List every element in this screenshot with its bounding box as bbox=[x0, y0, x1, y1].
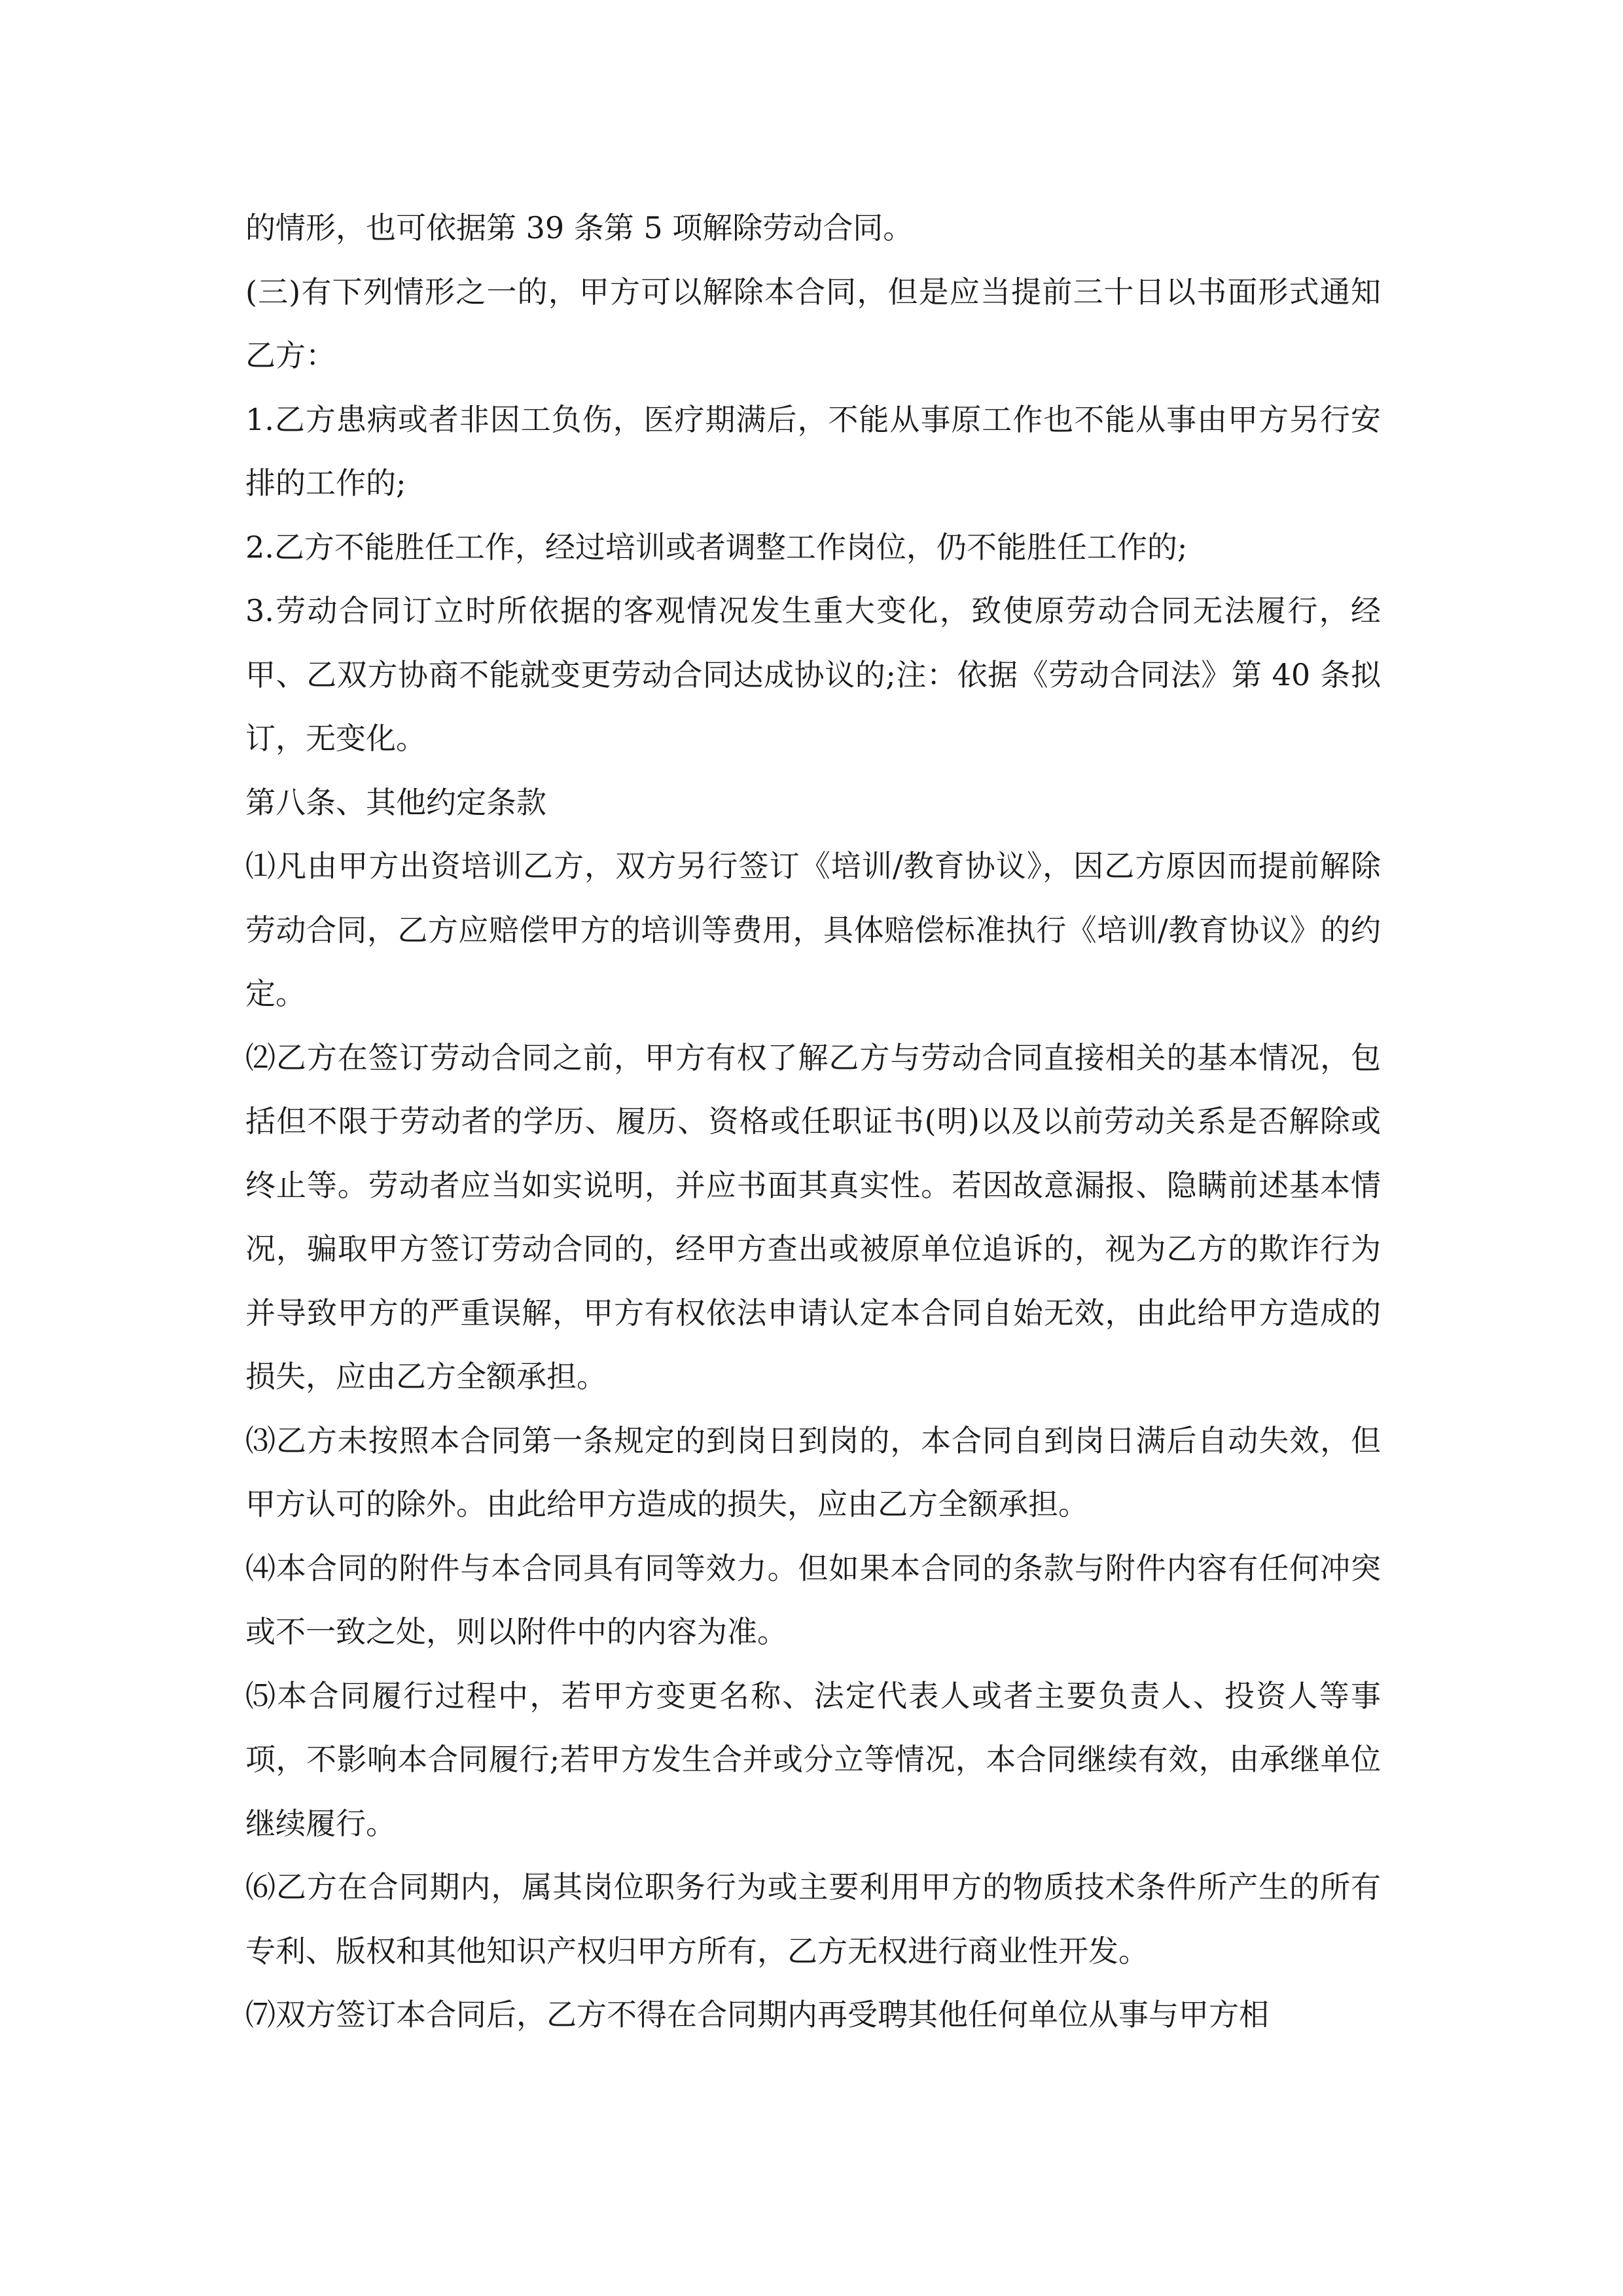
paragraph-term-4: ⑷本合同的附件与本合同具有同等效力。但如果本合同的条款与附件内容有任何冲突或不一致之处，则以附件中的内容为准。 bbox=[245, 1550, 1381, 1649]
paragraph-term-2: ⑵乙方在签订劳动合同之前，甲方有权了解乙方与劳动合同直接相关的基本情况，包括但不限于劳动者的学历、履历、资格或任职证书(明)以及以前劳动关系是否解除或终止等。劳动者应当如实说明，并应书面其真实性。若因故意漏报、隐瞒前述基本情况，骗取甲方签订劳动合同的，经甲方查出或被原单位追诉的，视为乙方的欺诈行为并导致甲方的严重误解，甲方有权依法申请认定本合同自始无效，由此给甲方造成的损失，应由乙方全额承担。 bbox=[245, 1039, 1381, 1394]
paragraph-item-3: 3.劳动合同订立时所依据的客观情况发生重大变化，致使原劳动合同无法履行，经甲、乙双方协商不能就变更劳动合同达成协议的;注：依据《劳动合同法》第 40 条拟订，无变化。 bbox=[245, 593, 1381, 756]
paragraph-continuation: 的情形，也可依据第 39 条第 5 项解除劳动合同。 bbox=[245, 210, 914, 245]
paragraph-item-1: 1.乙方患病或者非因工负伤，医疗期满后，不能从事原工作也不能从事由甲方另行安排的工作的; bbox=[245, 401, 1381, 501]
paragraph-clause-3: (三)有下列情形之一的，甲方可以解除本合同，但是应当提前三十日以书面形式通知乙方： bbox=[245, 274, 1381, 373]
paragraph-item-2: 2.乙方不能胜任工作，经过培训或者调整工作岗位，仍不能胜任工作的; bbox=[245, 529, 1188, 565]
document-body bbox=[245, 196, 1381, 2047]
paragraph-term-6: ⑹乙方在合同期内，属其岗位职务行为或主要利用甲方的物质技术条件所产生的所有专利、版权和其他知识产权归甲方所有，乙方无权进行商业性开发。 bbox=[245, 1869, 1381, 1969]
paragraph-term-1: ⑴凡由甲方出资培训乙方，双方另行签订《培训/教育协议》，因乙方原因而提前解除劳动合同，乙方应赔偿甲方的培训等费用，具体赔偿标准执行《培训/教育协议》的约定。 bbox=[245, 848, 1381, 1011]
paragraph-term-5: ⑸本合同履行过程中，若甲方变更名称、法定代表人或者主要负责人、投资人等事项，不影响本合同履行;若甲方发生合并或分立等情况，本合同继续有效，由承继单位继续履行。 bbox=[245, 1677, 1381, 1841]
paragraph-term-3: ⑶乙方未按照本合同第一条规定的到岗日到岗的，本合同自到岗日满后自动失效，但甲方认可的除外。由此给甲方造成的损失，应由乙方全额承担。 bbox=[245, 1422, 1381, 1522]
section-heading-article-8: 第八条、其他约定条款 bbox=[245, 784, 546, 820]
paragraph-term-7: ⑺双方签订本合同后，乙方不得在合同期内再受聘其他任何单位从事与甲方相 bbox=[245, 1997, 1269, 2032]
